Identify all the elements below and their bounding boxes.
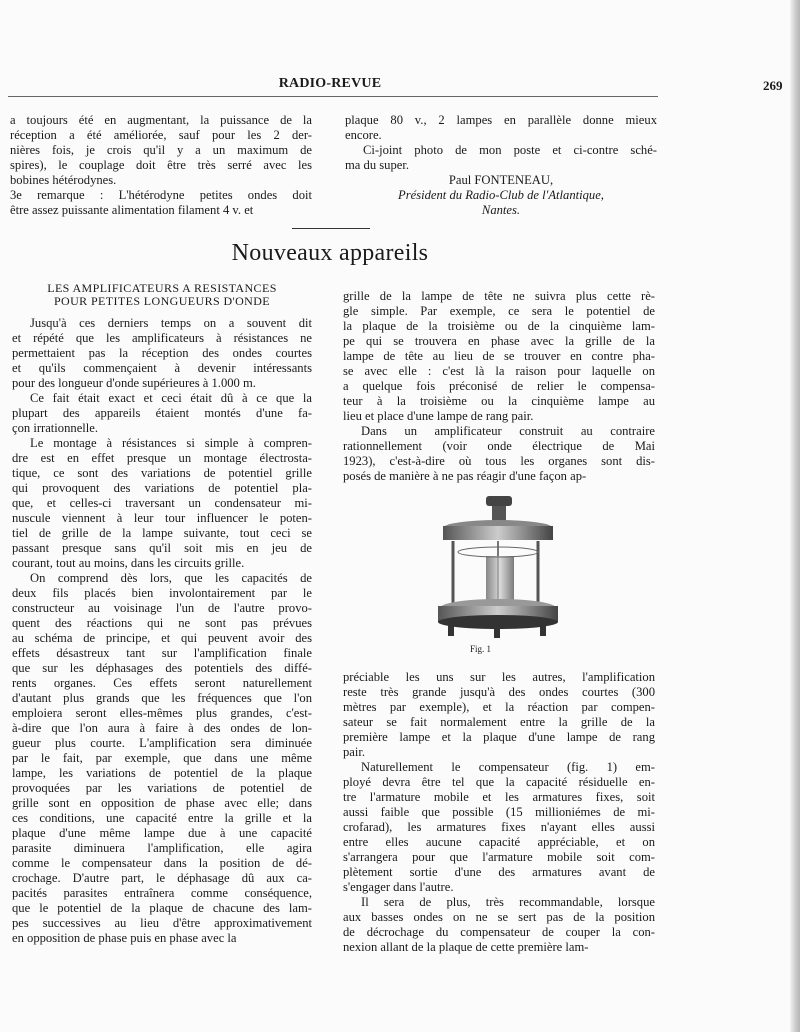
text-line: pacités parasites entraînera comme conséquence, [12,886,312,900]
text-line: plaque 80 v., 2 lampes en parallèle donne mieux [345,113,657,127]
paragraph [12,391,312,436]
text-line: effets désastreux tant sur l'amplification finale [12,646,312,660]
text-line: deux fils placés bien involontairement par le [12,586,312,600]
text-line: emploiera seront elles-mêmes plus grandes, c'est- [12,706,312,720]
paragraph [345,143,657,173]
signature-role: Président du Radio-Club de l'Atlantique, [398,188,604,202]
text-line: On comprend dès lors, que les capacités de [30,571,312,585]
text-line: gle simple. Par exemple, ce sera le potentiel de [343,304,655,318]
text-line: s'arrangera pour que l'armature mobile soit com- [343,850,655,864]
text-line: et qu'ils commençaient à devenir intéressants [12,361,312,375]
text-line: permettaient pas la réception des ondes courtes [12,346,312,360]
text-line: se avec elle : c'est là la raison pour laquelle on [343,364,655,378]
text-line: que sur les déphasages des potentiels des diffé- [12,661,312,675]
right-column-body-top [343,289,655,484]
text-line: Ci-joint photo de mon poste et ci-contre sché- [363,143,657,157]
right-column-body-bottom [343,670,655,955]
text-line: plètement sortie d'une des armatures avant de [343,865,655,879]
text-line: réception a été améliorée, sauf pour les 2 der- [10,128,312,142]
text-line: entre elles aucune capacité appréciable, et on [343,835,655,849]
text-line: tiel de grille de la lampe suivante, tout ceci se [12,526,312,540]
text-line: ployé devra être tel que la capacité résiduelle en- [343,775,655,789]
signature-name: Paul FONTENEAU, [448,173,554,187]
text-line: crofarad), les armatures fixes n'ayant elles aussi [343,820,655,834]
top-right-column [345,113,657,173]
figure-caption: Fig. 1 [470,644,492,654]
paragraph [343,670,655,760]
paragraph [12,571,312,946]
text-line: courant, tout au moins, dans les circuits grille. [12,556,245,570]
text-line: Ce fait était exact et ceci était dû à ce que la [30,391,312,405]
text-line: être assez puissante alimentation filament 4 v. et [10,203,254,217]
text-line: teur à la troisième ou la cinquième lampe au [343,394,655,408]
text-line: qui provoquent des variations de potentiel pla- [12,481,312,495]
compensator-photo [428,486,568,646]
paragraph [343,760,655,895]
text-line: d'autant plus grands que les fréquences que l'on [12,691,312,705]
text-line: que le potentiel de la plaque de chacune des lam- [12,901,312,915]
text-line: posés de manière à ne pas réagir d'une façon ap- [343,469,587,483]
text-line: aussi faible que possible (15 millioniémes de mi- [343,805,655,819]
text-line: nexion allant de la plaque de cette première lam- [343,940,589,954]
text-line: première lampe et la plaque d'une lampe de rang [343,730,655,744]
top-left-column [10,113,312,218]
text-line: parasite diminuera l'amplification, elle agira [12,841,312,855]
paragraph [345,113,657,143]
article-heading [12,282,312,308]
article-heading-line-1: LES AMPLIFICATEURS A RESISTANCES [47,281,277,295]
text-line: tre l'armature mobile et les armatures fixes, soit [343,790,655,804]
text-line: lampe de tête au lieu de se trouver en contre pha- [343,349,655,363]
paragraph [10,188,312,218]
text-line: quent des réactions qui ne sont pas prévues [12,616,312,630]
text-line: Dans un amplificateur construit au contraire [361,424,655,438]
text-line: ma du super. [345,158,410,172]
text-line: grille sont en opposition de phase avec elle; dans [12,796,312,810]
text-line: préciable les uns sur les autres, l'amplification [343,670,655,684]
text-line: comme le compensateur dans la position de dé- [12,856,312,870]
paragraph [10,113,312,188]
text-line: grille de la lampe de tête ne suivra plus cette rè- [343,289,655,303]
text-line: en opposition de phase puis en phase avec la [12,931,237,945]
text-line: Jusqu'à ces derniers temps on a souvent dit [30,316,312,330]
paragraph [343,895,655,955]
text-line: rents organes. Ces effets seront naturellement [12,676,312,690]
text-line: plupart des appareils étaient montés d'une fa- [12,406,312,420]
page-binding-edge [790,0,800,1032]
text-line: reste très grande jusqu'à des ondes courtes (300 [343,685,655,699]
text-line: rationnellement (voir onde électrique de Mai [343,439,655,453]
signature-city: Nantes. [481,203,521,217]
paragraph [343,289,655,424]
text-line: çon irrationnelle. [12,421,99,435]
text-line: que, et celles-ci traversant un condensateur mi- [12,496,312,510]
text-line: bobines hétérodynes. [10,173,117,187]
article-heading-line-2: POUR PETITES LONGUEURS D'ONDE [53,294,271,308]
text-line: pes successives au lieu d'être approximativement [12,916,312,930]
text-line: mètres par exemple), et la réaction par compen- [343,700,655,714]
text-line: Il sera de plus, très recommandable, lorsque [361,895,655,909]
text-line: pair. [343,745,366,759]
text-line: par le fait, par exemple, que dans une même [12,751,312,765]
text-line: gueur plus courte. L'amplification sera diminuée [12,736,312,750]
text-line: Naturellement le compensateur (fig. 1) em- [361,760,655,774]
text-line: spires), le couplage doit être très serré avec les [10,158,312,172]
text-line: provoquées par les variations de potentiel de [12,781,312,795]
header-rule [8,96,658,97]
paragraph [12,436,312,571]
text-line: pe qui se trouvera en phase avec la grille de la [343,334,655,348]
text-line: la plaque de la troisième ou de la cinquième lam- [343,319,655,333]
text-line: pour des longueur d'onde supérieures à 1.000 m. [12,376,256,390]
text-line: lampe, les variations de potentiel de la plaque [12,766,312,780]
text-line: à-dire que l'on aura à faire à des ondes de lon- [12,721,312,735]
signature-block [345,173,657,218]
section-divider [292,228,370,229]
text-line: nières fois, je crois qu'il y a un maximum de [10,143,312,157]
text-line: a quelque fois préconisé de relier le compensa- [343,379,655,393]
text-line: sateur se fait normalement entre la grille de la [343,715,655,729]
page-number: 269 [763,78,783,93]
text-line: lieu et place d'une lampe de rang pair. [343,409,534,423]
section-title: Nouveaux appareils [231,240,429,266]
text-line: de décrochage du compensateur de couper la con- [343,925,655,939]
text-line: et répété que les amplificateurs à résistances ne [12,331,312,345]
text-line: dre est en effet presque un montage électrosta- [12,451,312,465]
text-line: encore. [345,128,382,142]
paragraph [343,424,655,484]
text-line: 3e remarque : L'hétérodyne petites ondes doit [10,188,312,202]
text-line: nuscule viennent à leur tour influencer le poten- [12,511,312,525]
left-column-body [12,316,312,946]
text-line: aux basses ondes on ne se sert pas de la position [343,910,655,924]
text-line: ces conditions, une capacité entre la grille et la [12,811,312,825]
text-line: plaque d'une même lampe due à une capacité [12,826,312,840]
paragraph [12,316,312,391]
text-line: s'engager dans l'autre. [343,880,454,894]
text-line: a toujours été en augmentant, la puissance de la [10,113,312,127]
text-line: 1923), c'est-à-dire où tous les organes sont dis- [343,454,655,468]
text-line: crochage. D'autre part, le déphasage dû aux ca- [12,871,312,885]
text-line: passant presque sans qu'il soit mis en jeu de [12,541,312,555]
text-line: tique, ce sont des variations de potentiel grille [12,466,312,480]
text-line: au schéma de principe, et qui peuvent avoir des [12,631,312,645]
running-title: RADIO-REVUE [278,76,382,91]
text-line: Le montage à résistances si simple à compren- [30,436,312,450]
text-line: constructeur au voisinage l'un de l'autre provo- [12,601,312,615]
